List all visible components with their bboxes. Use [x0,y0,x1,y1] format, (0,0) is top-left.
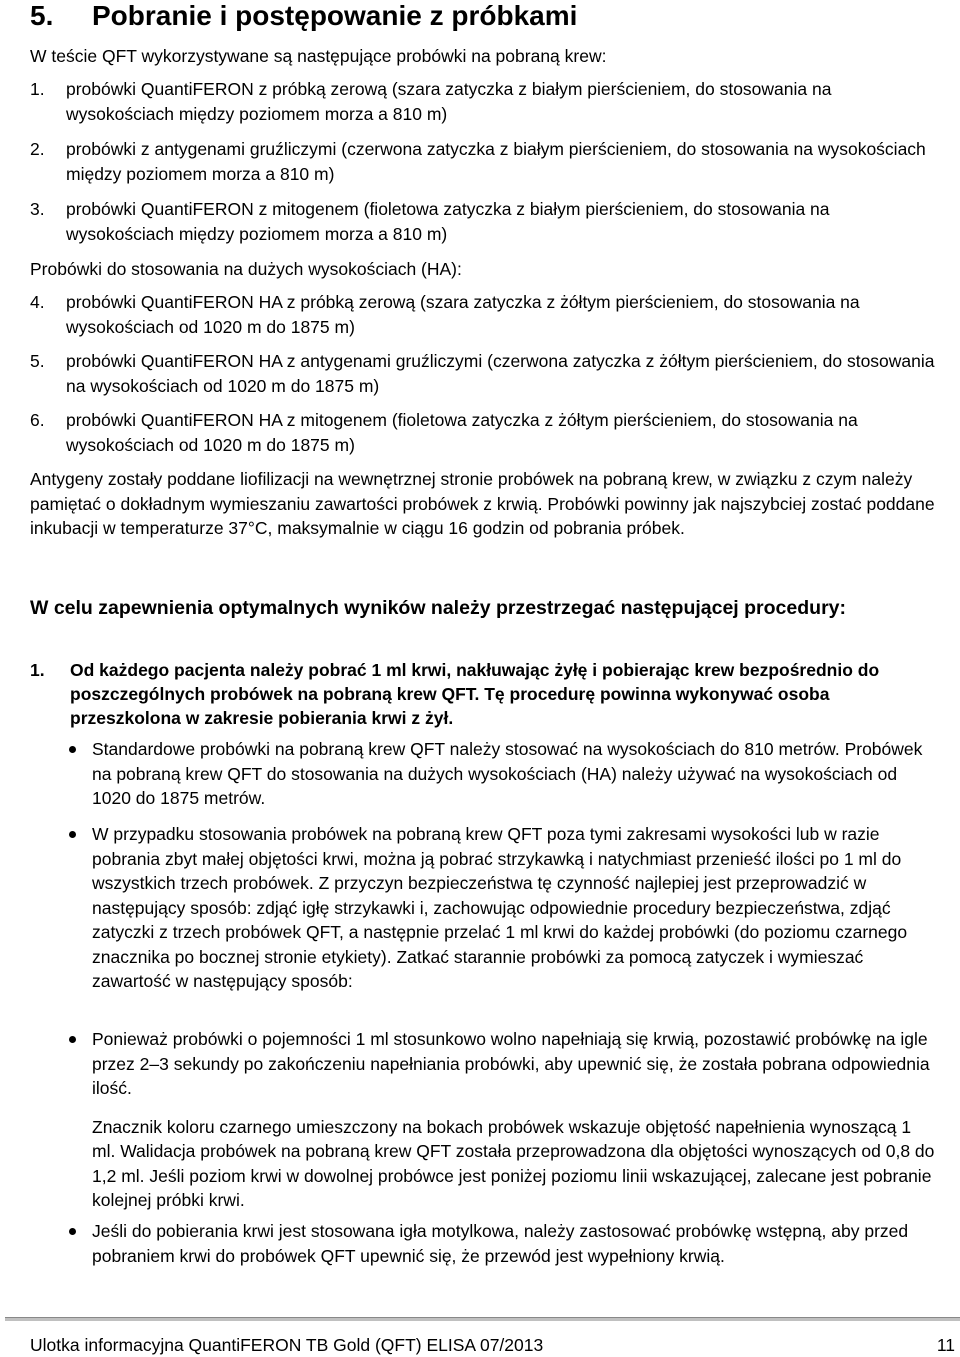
list-item-number: 5. [30,351,45,371]
list-item-number: 2. [30,139,45,159]
intro-paragraph: W teście QFT wykorzystywane są następujące probówki na pobraną krew: [30,46,607,66]
footer-text: Ulotka informacyjna QuantiFERON TB Gold (QFT) ELISA 07/2013 [30,1335,544,1355]
step-text: Od każdego pacjenta należy pobrać 1 ml krwi, nakłuwając żyłę i pobierając krew bezpośrednio do poszczególnych probówek na pobraną krew QFT. Tę procedurę powinna wykonywać osoba przeszkolona w zakresie pobierania krwi z żył. [70,660,880,728]
list-item [30,137,935,186]
list-item [30,349,935,398]
standard-tubes-list [30,77,935,246]
list-item-text: probówki QuantiFERON HA z mitogenem (fioletowa zatyczka z żółtym pierścieniem, do stosowania na wysokościach od 1020 m do 1875 m) [66,410,858,455]
section-number: 5. [30,0,54,31]
bullet-item-butterfly-needle: Jeśli do pobierania krwi jest stosowana igła motylkowa, należy zastosować probówkę wstępną, aby przed pobraniem krwi do probówek QFT upewnić się, że przewód jest wypełniony krwią. [92,1219,937,1268]
bullet-list [92,1219,937,1268]
bullet-list [92,1027,937,1213]
footer-divider [5,1317,960,1321]
list-item-text: probówki QuantiFERON z próbką zerową (szara zatyczka z białym pierścieniem, do stosowania na wysokościach między poziomem morza a 810 m) [66,79,832,124]
list-item-number: 6. [30,410,45,430]
list-item-number: 4. [30,292,45,312]
bullet-list [92,737,937,811]
list-item-text: probówki QuantiFERON HA z próbką zerową (szara zatyczka z żółtym pierścieniem, do stosowania na wysokościach od 1020 m do 1875 m) [66,292,860,337]
procedure-heading: W celu zapewnienia optymalnych wyników należy przestrzegać następującej procedury: [30,597,846,619]
bullet-list [92,822,937,994]
page-footer [30,1334,955,1356]
page-number: 11 [936,1335,955,1355]
section-title [30,0,577,32]
list-item [30,77,935,126]
list-item-number: 1. [30,79,45,99]
list-item-text: probówki z antygenami gruźliczymi (czerwona zatyczka z białym pierścieniem, do stosowania na wysokościach między poziomem morza a 810 m) [66,139,926,184]
bullet-note-fill-marker: Znacznik koloru czarnego umieszczony na bokach probówek wskazuje objętość napełnienia wynoszącą 1 ml. Walidacja probówek na pobraną krew QFT została przeprowadzona dla objętości wynoszących od 0,8 do 1,2 ml. Jeśli poziom krwi w dowolnej probówce jest poniżej poziomu linii wskazującej, zalecane jest pobranie kolejnej próbki krwi. [92,1116,935,1210]
list-item [30,290,935,339]
bullet-item-syringe: W przypadku stosowania probówek na pobraną krew QFT poza tymi zakresami wysokości lub w razie pobrania zbyt małej objętości krwi, można ją pobrać strzykawką i natychmiast przenieść ilości po 1 ml do wszystkich trzech probówek. Z przyczyn bezpieczeństwa tę czynność najlepiej jest przeprowadzić w następujący sposób: zdjąć igłę strzykawki i, zachowując odpowiednie procedury bezpieczeństwa, zdjąć zatyczki z trzech probówek QFT, a następnie przelać 1 ml krwi do każdej probówki (do poziomu czarnego znacznika po bocznej stronie etykiety). Zatkać starannie probówki za pomocą zatyczek i wymieszać zawartość w następujący sposób: [92,822,937,994]
step-number: 1. [30,660,45,680]
antigen-paragraph: Antygeny zostały poddane liofilizacji na wewnętrznej stronie probówek na pobraną krew, w związku z czym należy pamiętać o dokładnym wymieszaniu zawartości probówek z krwią. Probówki powinny jak najszybciej zostać poddane inkubacji w temperaturze 37°C, maksymalnie w ciągu 16 godzin od pobrania próbek. [30,469,935,538]
list-item-text: probówki QuantiFERON HA z antygenami gruźliczymi (czerwona zatyczka z żółtym pierścieniem, do stosowania na wysokościach od 1020 m do 1875 m) [66,351,935,396]
list-item-text: probówki QuantiFERON z mitogenem (fioletowa zatyczka z białym pierścieniem, do stosowania na wysokościach między poziomem morza a 810 m) [66,199,830,244]
list-item [30,197,935,246]
bullet-item-fill-time: Ponieważ probówki o pojemności 1 ml stosunkowo wolno napełniają się krwią, pozostawić probówkę na igle przez 2–3 sekundy po zakończeniu napełniania probówki, aby upewnić się, że została pobrana odpowiednia ilość. [92,1027,937,1101]
ha-tubes-list [30,290,935,457]
procedure-step-1 [30,658,910,730]
list-item [30,408,935,457]
section-title-text: Pobranie i postępowanie z próbkami [92,0,578,31]
list-item-number: 3. [30,199,45,219]
bullet-item-standard-tubes: Standardowe probówki na pobraną krew QFT należy stosować na wysokościach do 810 metrów. Probówek na pobraną krew QFT do stosowania na dużych wysokościach (HA) należy używać na wysokościach od 1020 do 1875 metrów. [92,737,937,811]
ha-tubes-intro: Probówki do stosowania na dużych wysokościach (HA): [30,259,462,279]
